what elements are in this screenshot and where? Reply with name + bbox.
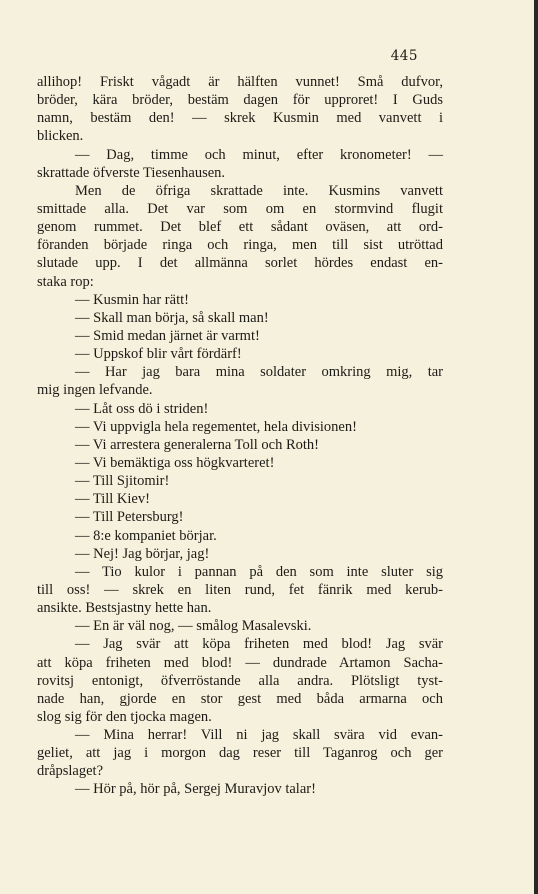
text-line: — Hör på, hör på, Sergej Muravjov talar! — [75, 781, 316, 798]
text-line: — Kusmin har rätt! — [75, 291, 189, 308]
text-line: — Nej! Jag börjar, jag! — [75, 545, 210, 562]
text-line: allihop! Friskt vågadt är hälften vunnet! Små dufvor, — [37, 74, 443, 90]
text-line: — Mina herrar! Vill ni jag skall svära vid evan- — [75, 727, 443, 744]
text-line: smittade alla. Det var som om en stormvind flugit — [37, 200, 443, 217]
text-line: namn, bestäm den! — skrek Kusmin med vanvett i — [37, 110, 443, 127]
text-line: staka rop: — [37, 273, 94, 290]
page-number: 445 — [390, 48, 418, 64]
text-line: slutade upp. I det allmänna sorlet hördes endast en- — [37, 255, 443, 272]
text-line: dråpslaget? — [37, 763, 104, 780]
text-line: — Tio kulor i pannan på den som inte sluter sig — [75, 563, 443, 580]
text-line: — Låt oss dö i striden! — [75, 400, 209, 417]
text-line: — Till Sjitomir! — [75, 473, 170, 490]
text-line: nade han, gjorde en stor gest med båda armarna och — [37, 690, 443, 707]
text-line: Men de öfriga skrattade inte. Kusmins vanvett — [75, 182, 443, 199]
body-text — [37, 73, 443, 799]
text-line: föranden började ringa och ringa, men till sist utröttad — [37, 237, 443, 254]
text-line: — En är väl nog, — smålog Masalevski. — [75, 618, 312, 635]
text-line: rovitsj entonigt, öfverröstande alla andra. Plötsligt tyst- — [37, 672, 443, 689]
text-line: — Smid medan järnet är varmt! — [75, 327, 260, 344]
text-line: — Har jag bara mina soldater omkring mig, tar — [75, 364, 443, 381]
text-line: — Jag svär att köpa friheten med blod! Jag svär — [75, 636, 443, 653]
text-line: genom rummet. Det blef ett sådant oväsen, att ord- — [37, 219, 443, 236]
text-line: geliet, att jag i morgon dag reser till Taganrog och ger — [37, 745, 443, 762]
text-line: — Vi arrestera generalerna Toll och Roth! — [75, 436, 319, 453]
text-line: slog sig för den tjocka magen. — [37, 708, 212, 725]
text-line: — Dag, timme och minut, efter kronometer! — — [75, 146, 443, 163]
text-line: mig ingen lefvande. — [37, 382, 153, 399]
text-line: — 8:e kompaniet börjar. — [75, 527, 217, 544]
text-line: skrattade öfverste Tiesenhausen. — [37, 164, 226, 181]
text-line: ansikte. Bestsjastny hette han. — [37, 600, 212, 617]
text-line: — Vi bemäktiga oss högkvarteret! — [75, 454, 275, 471]
text-line: — Till Petersburg! — [75, 509, 184, 526]
text-line: — Vi uppvigla hela regementet, hela divisionen! — [75, 418, 357, 435]
text-line: till oss! — skrek en liten rund, fet fänrik med kerub- — [37, 581, 443, 598]
text-line: att köpa friheten med blod! — dundrade Artamon Sacha- — [37, 654, 443, 671]
text-line: — Till Kiev! — [75, 491, 150, 508]
text-line: blicken. — [37, 128, 84, 145]
text-line: — Skall man börja, så skall man! — [75, 309, 269, 326]
text-line: bröder, kära bröder, bestäm dagen för upproret! I Guds — [37, 92, 443, 109]
page-edge — [534, 0, 538, 894]
text-line: — Uppskof blir vårt fördärf! — [75, 346, 242, 363]
